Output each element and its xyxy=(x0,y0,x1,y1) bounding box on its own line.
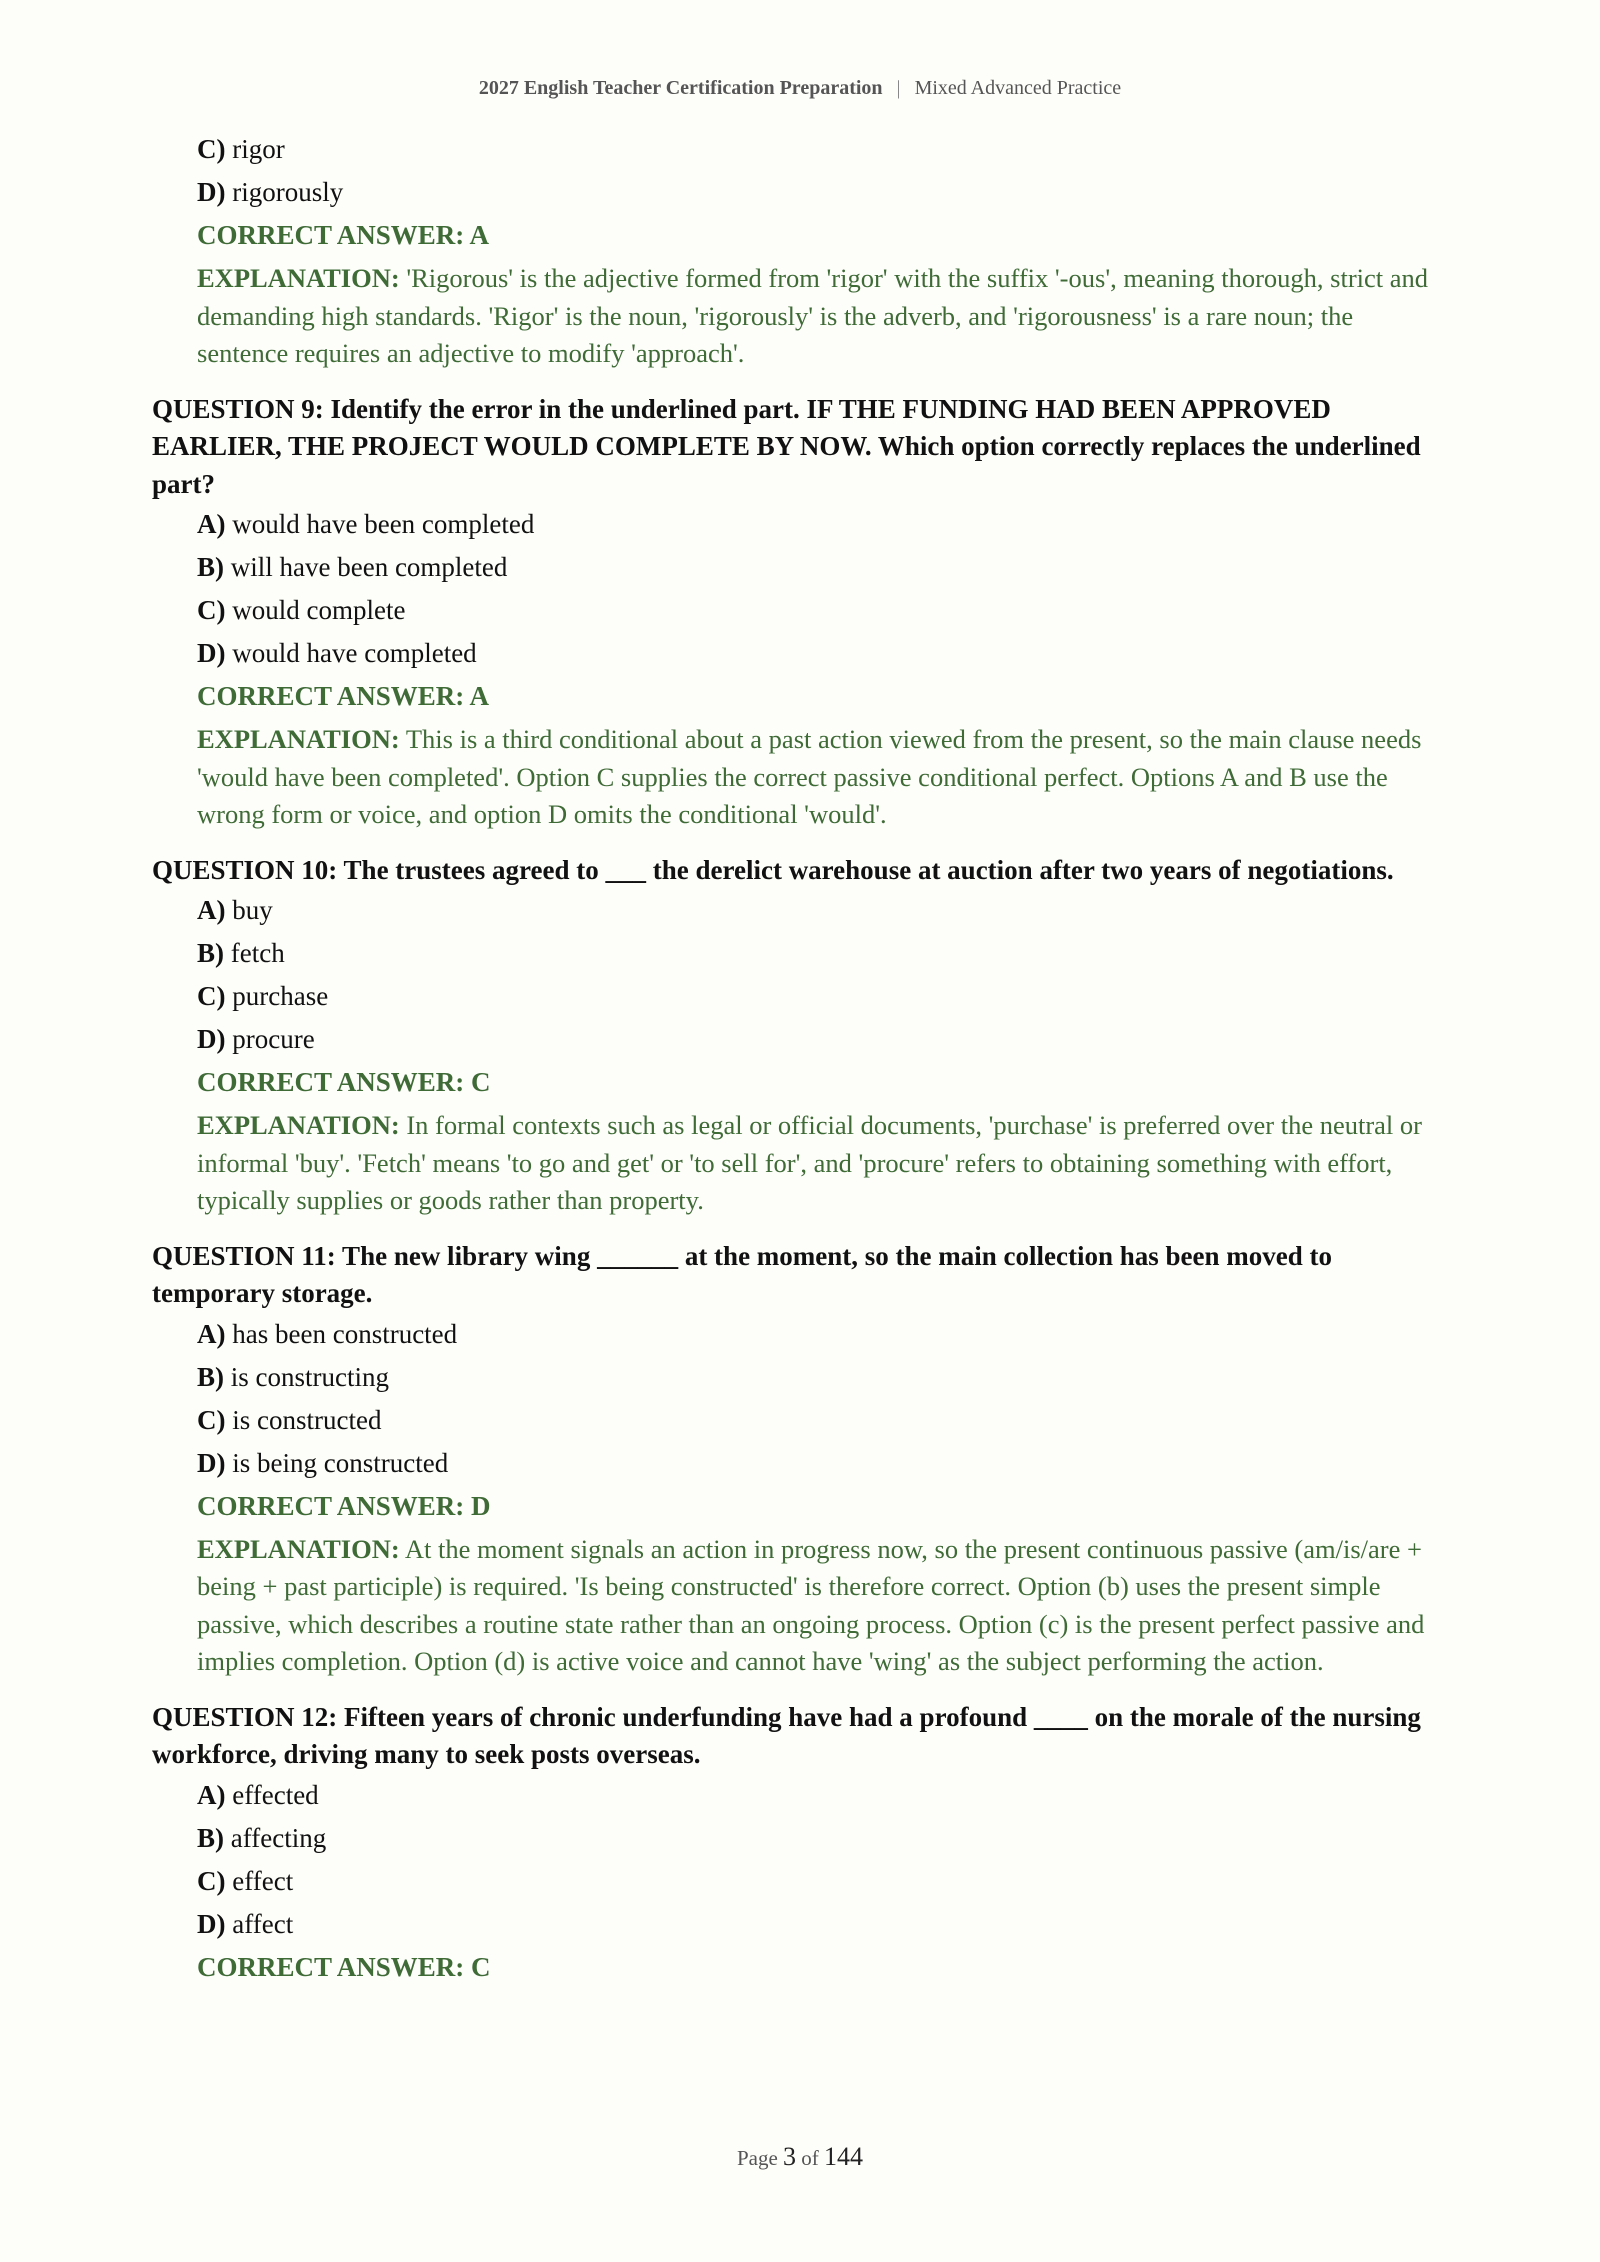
correct-answer: CORRECT ANSWER: D xyxy=(197,1490,491,1521)
option-letter: D) xyxy=(197,1024,226,1054)
header-title: 2027 English Teacher Certification Preparation xyxy=(478,77,883,99)
option-text: effected xyxy=(232,1779,319,1810)
correct-answer: CORRECT ANSWER: A xyxy=(197,220,490,250)
question-stem: QUESTION 12: Fifteen years of chronic underfunding have had a profound ____ on the morale of the nursing workforce, driving many to seek posts overseas. xyxy=(152,1701,1421,1769)
option-letter: C) xyxy=(197,981,226,1011)
option-text: has been constructed xyxy=(232,1318,458,1349)
question-stem: QUESTION 10: The trustees agreed to ___ the derelict warehouse at auction after two years of negotiations. xyxy=(152,854,1394,885)
option-text: is constructing xyxy=(230,1361,389,1392)
question-stem: QUESTION 11: The new library wing ______ at the moment, so the main collection has been moved to temporary storage. xyxy=(152,1240,1332,1308)
explanation-text: This is a third conditional about a past action viewed from the present, so the main clause needs 'would have been completed'. Option C supplies the correct passive conditional perfect. Options A and B use the wrong form or voice, and option D omits the conditional 'would'. xyxy=(197,724,1422,829)
correct-answer: CORRECT ANSWER: C xyxy=(197,1067,491,1097)
page-footer xyxy=(0,2142,1600,2172)
option-b xyxy=(197,936,1442,970)
explanation xyxy=(197,1531,1442,1681)
page-word: Page xyxy=(736,2146,778,2170)
option-letter: D) xyxy=(197,177,226,207)
question-stem: QUESTION 9: Identify the error in the underlined part. IF THE FUNDING HAD BEEN APPROVED EARLIER, THE PROJECT WOULD COMPLETE BY NOW. Which option correctly replaces the underlined part? xyxy=(152,393,1421,499)
option-a xyxy=(197,1778,1442,1812)
option-c xyxy=(197,979,1442,1013)
option-letter: A) xyxy=(197,509,226,539)
option-a xyxy=(197,1317,1442,1351)
question-block-9 xyxy=(152,391,1442,834)
running-header xyxy=(0,77,1600,100)
option-letter: B) xyxy=(197,1361,224,1392)
page-number: 3 xyxy=(783,2142,797,2171)
option-c xyxy=(197,593,1442,627)
option-text: effect xyxy=(232,1865,294,1896)
option-text: purchase xyxy=(232,981,329,1011)
option-letter: B) xyxy=(197,938,224,968)
option-letter: C) xyxy=(197,134,226,164)
option-c xyxy=(197,1403,1442,1437)
option-letter: D) xyxy=(197,1447,226,1478)
option-letter: C) xyxy=(197,1404,226,1435)
of-word: of xyxy=(801,2146,819,2170)
option-d xyxy=(197,175,1442,209)
question-block-12 xyxy=(152,1699,1442,1984)
explanation-label: EXPLANATION: xyxy=(197,1533,400,1564)
option-a xyxy=(197,893,1442,927)
correct-answer: CORRECT ANSWER: A xyxy=(197,681,490,711)
option-letter: A) xyxy=(197,1779,226,1810)
option-text: would have been completed xyxy=(232,509,535,539)
option-letter: C) xyxy=(197,595,226,625)
correct-answer: CORRECT ANSWER: C xyxy=(197,1951,491,1982)
option-text: affecting xyxy=(230,1822,327,1853)
explanation xyxy=(197,260,1442,373)
option-text: is being constructed xyxy=(232,1447,449,1478)
option-text: will have been completed xyxy=(230,552,508,582)
total-pages: 144 xyxy=(824,2142,864,2171)
option-d xyxy=(197,636,1442,670)
explanation-label: EXPLANATION: xyxy=(197,724,400,754)
option-text: would have completed xyxy=(232,638,477,668)
option-b xyxy=(197,1360,1442,1394)
option-text: rigorously xyxy=(232,177,344,207)
option-d xyxy=(197,1022,1442,1056)
explanation-label: EXPLANATION: xyxy=(197,1110,400,1140)
option-letter: B) xyxy=(197,552,224,582)
option-letter: D) xyxy=(197,1908,226,1939)
option-text: procure xyxy=(232,1024,315,1054)
question-block-11 xyxy=(152,1238,1442,1681)
option-letter: D) xyxy=(197,638,226,668)
option-letter: A) xyxy=(197,895,226,925)
option-d xyxy=(197,1907,1442,1941)
header-subtitle: Mixed Advanced Practice xyxy=(914,77,1122,99)
explanation xyxy=(197,1107,1442,1220)
option-text: fetch xyxy=(230,938,285,968)
option-b xyxy=(197,550,1442,584)
option-letter: A) xyxy=(197,1318,226,1349)
option-letter: C) xyxy=(197,1865,226,1896)
option-c xyxy=(197,1864,1442,1898)
option-d xyxy=(197,1446,1442,1480)
option-c xyxy=(197,132,1442,166)
option-text: would complete xyxy=(232,595,406,625)
option-text: affect xyxy=(232,1908,294,1939)
explanation-text: At the moment signals an action in progress now, so the present continuous passive (am/is/are + being + past participle) is required. 'Is being constructed' is therefore correct. Option (b) uses the present simple passive, which describes a routine state rather than an ongoing process. Option (c) is the present perfect passive and implies completion. Option (d) is active voice and cannot have 'wing' as the subject performing the action. xyxy=(197,1533,1425,1676)
option-a xyxy=(197,507,1442,541)
option-letter: B) xyxy=(197,1822,224,1853)
header-separator: | xyxy=(896,77,901,99)
option-text: is constructed xyxy=(232,1404,382,1435)
explanation-label: EXPLANATION: xyxy=(197,263,400,293)
page-content xyxy=(152,132,1442,1992)
carryover-block xyxy=(152,132,1442,373)
question-block-10 xyxy=(152,852,1442,1220)
explanation xyxy=(197,721,1442,834)
option-text: buy xyxy=(232,895,273,925)
option-b xyxy=(197,1821,1442,1855)
explanation-text: In formal contexts such as legal or official documents, 'purchase' is preferred over the neutral or informal 'buy'. 'Fetch' means 'to go and get' or 'to sell for', and 'procure' refers to obtaining something with effort, typically supplies or goods rather than property. xyxy=(197,1110,1422,1215)
explanation-text: 'Rigorous' is the adjective formed from 'rigor' with the suffix '-ous', meaning thorough, strict and demanding high standards. 'Rigor' is the noun, 'rigorously' is the adverb, and 'rigorousness' is a rare noun; the sentence requires an adjective to modify 'approach'. xyxy=(197,263,1429,368)
option-text: rigor xyxy=(232,134,285,164)
